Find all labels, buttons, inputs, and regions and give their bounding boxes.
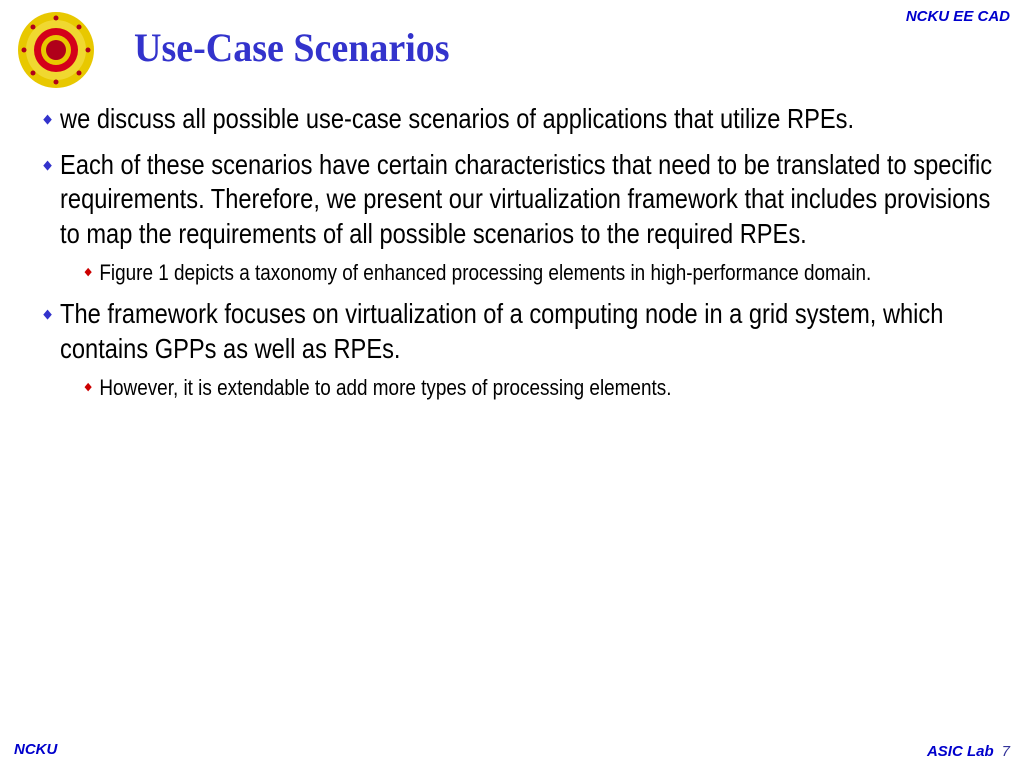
slide-title: Use-Case Scenarios xyxy=(134,25,450,70)
diamond-bullet-icon: ◆ xyxy=(43,306,52,321)
diamond-bullet-icon: ◆ xyxy=(43,111,52,126)
university-seal-icon xyxy=(16,10,96,90)
sub-bullet-text: However, it is extendable to add more types of processing elements. xyxy=(99,375,672,400)
sub-bullet-item xyxy=(83,259,985,286)
bullet-item xyxy=(42,148,997,252)
diamond-bullet-icon: ◆ xyxy=(43,156,52,172)
footer-lab-label: ASIC Lab xyxy=(926,743,994,760)
bullet-text: Each of these scenarios have certain characteristics that need to be translated to specific requirements. Therefore, we present our virtualization framework that includes provisions to map the requirements of all possible scenarios to the required RPEs. xyxy=(60,148,993,249)
footer-left-label: NCKU xyxy=(14,741,58,758)
footer-right xyxy=(927,743,1010,760)
diamond-sub-bullet-icon: ◆ xyxy=(84,381,92,393)
bullet-text: The framework focuses on virtualization of a computing node in a grid system, which contains GPPs as well as RPEs. xyxy=(60,298,944,364)
diamond-sub-bullet-icon: ◆ xyxy=(84,266,92,278)
bullet-item xyxy=(42,297,997,366)
header-org-label: NCKU EE CAD xyxy=(905,8,1010,25)
bullet-list xyxy=(42,102,993,412)
bullet-item xyxy=(42,102,997,137)
sub-bullet-text: Figure 1 depicts a taxonomy of enhanced processing elements in high-performance domain. xyxy=(99,260,872,285)
sub-bullet-item xyxy=(83,374,985,401)
page-number: 7 xyxy=(1001,743,1010,760)
bullet-text: we discuss all possible use-case scenarios of applications that utilize RPEs. xyxy=(60,103,855,134)
